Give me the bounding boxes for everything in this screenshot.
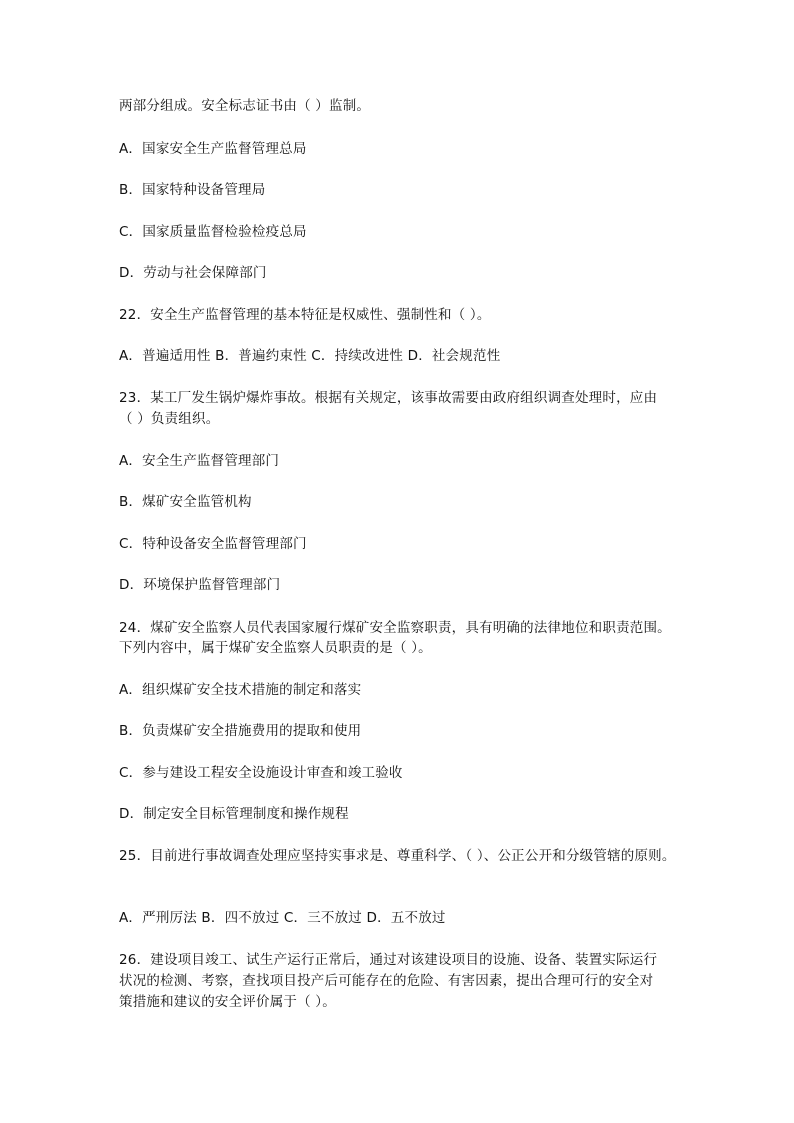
- question-23: 23．某工厂发生锅炉爆炸事故。根据有关规定，该事故需要由政府组织调查处理时，应由: [119, 390, 658, 406]
- option-d: D．劳动与社会保障部门: [119, 265, 267, 281]
- option-a: A．安全生产监督管理部门: [119, 453, 280, 469]
- option-a: A．国家安全生产监督管理总局: [119, 141, 307, 157]
- option-b: B．国家特种设备管理局: [119, 182, 266, 198]
- option-a: A．组织煤矿安全技术措施的制定和落实: [119, 682, 362, 698]
- option-d: D．制定安全目标管理制度和操作规程: [119, 806, 349, 822]
- question-24: 24．煤矿安全监察人员代表国家履行煤矿安全监察职责，具有明确的法律地位和职责范围。: [119, 620, 671, 636]
- option-d: D．环境保护监督管理部门: [119, 577, 281, 593]
- question-25: 25．目前进行事故调查处理应坚持实事求是、尊重科学、（ ）、公正公开和分级管辖的原则。: [119, 848, 676, 864]
- text-line: 两部分组成。安全标志证书由（ ）监制。: [119, 98, 371, 114]
- option-b: B．煤矿安全监管机构: [119, 494, 252, 510]
- option-c: C．国家质量监督检验检疫总局: [119, 224, 307, 240]
- option-c: C．参与建设工程安全设施设计审查和竣工验收: [119, 765, 403, 781]
- question-24-cont: 下列内容中，属于煤矿安全监察人员职责的是（ ）。: [119, 640, 432, 656]
- option-b: B．负责煤矿安全措施费用的提取和使用: [119, 723, 362, 739]
- question-22: 22．安全生产监督管理的基本特征是权威性、强制性和（ ）。: [119, 307, 491, 323]
- question-26-cont: 状况的检测、考察，查找项目投产后可能存在的危险、有害因素，提出合理可行的安全对: [119, 973, 654, 989]
- question-26: 26．建设项目竣工、试生产运行正常后，通过对该建设项目的设施、设备、装置实际运行: [119, 952, 658, 968]
- question-23-cont: （ ）负责组织。: [119, 411, 220, 427]
- option-c: C．特种设备安全监督管理部门: [119, 536, 307, 552]
- question-26-cont: 策措施和建议的安全评价属于（ ）。: [119, 994, 336, 1010]
- question-25-options: A．严刑厉法 B．四不放过 C．三不放过 D．五不放过: [119, 910, 446, 926]
- question-22-options: A．普遍适用性 B．普遍约束性 C．持续改进性 D．社会规范性: [119, 348, 501, 364]
